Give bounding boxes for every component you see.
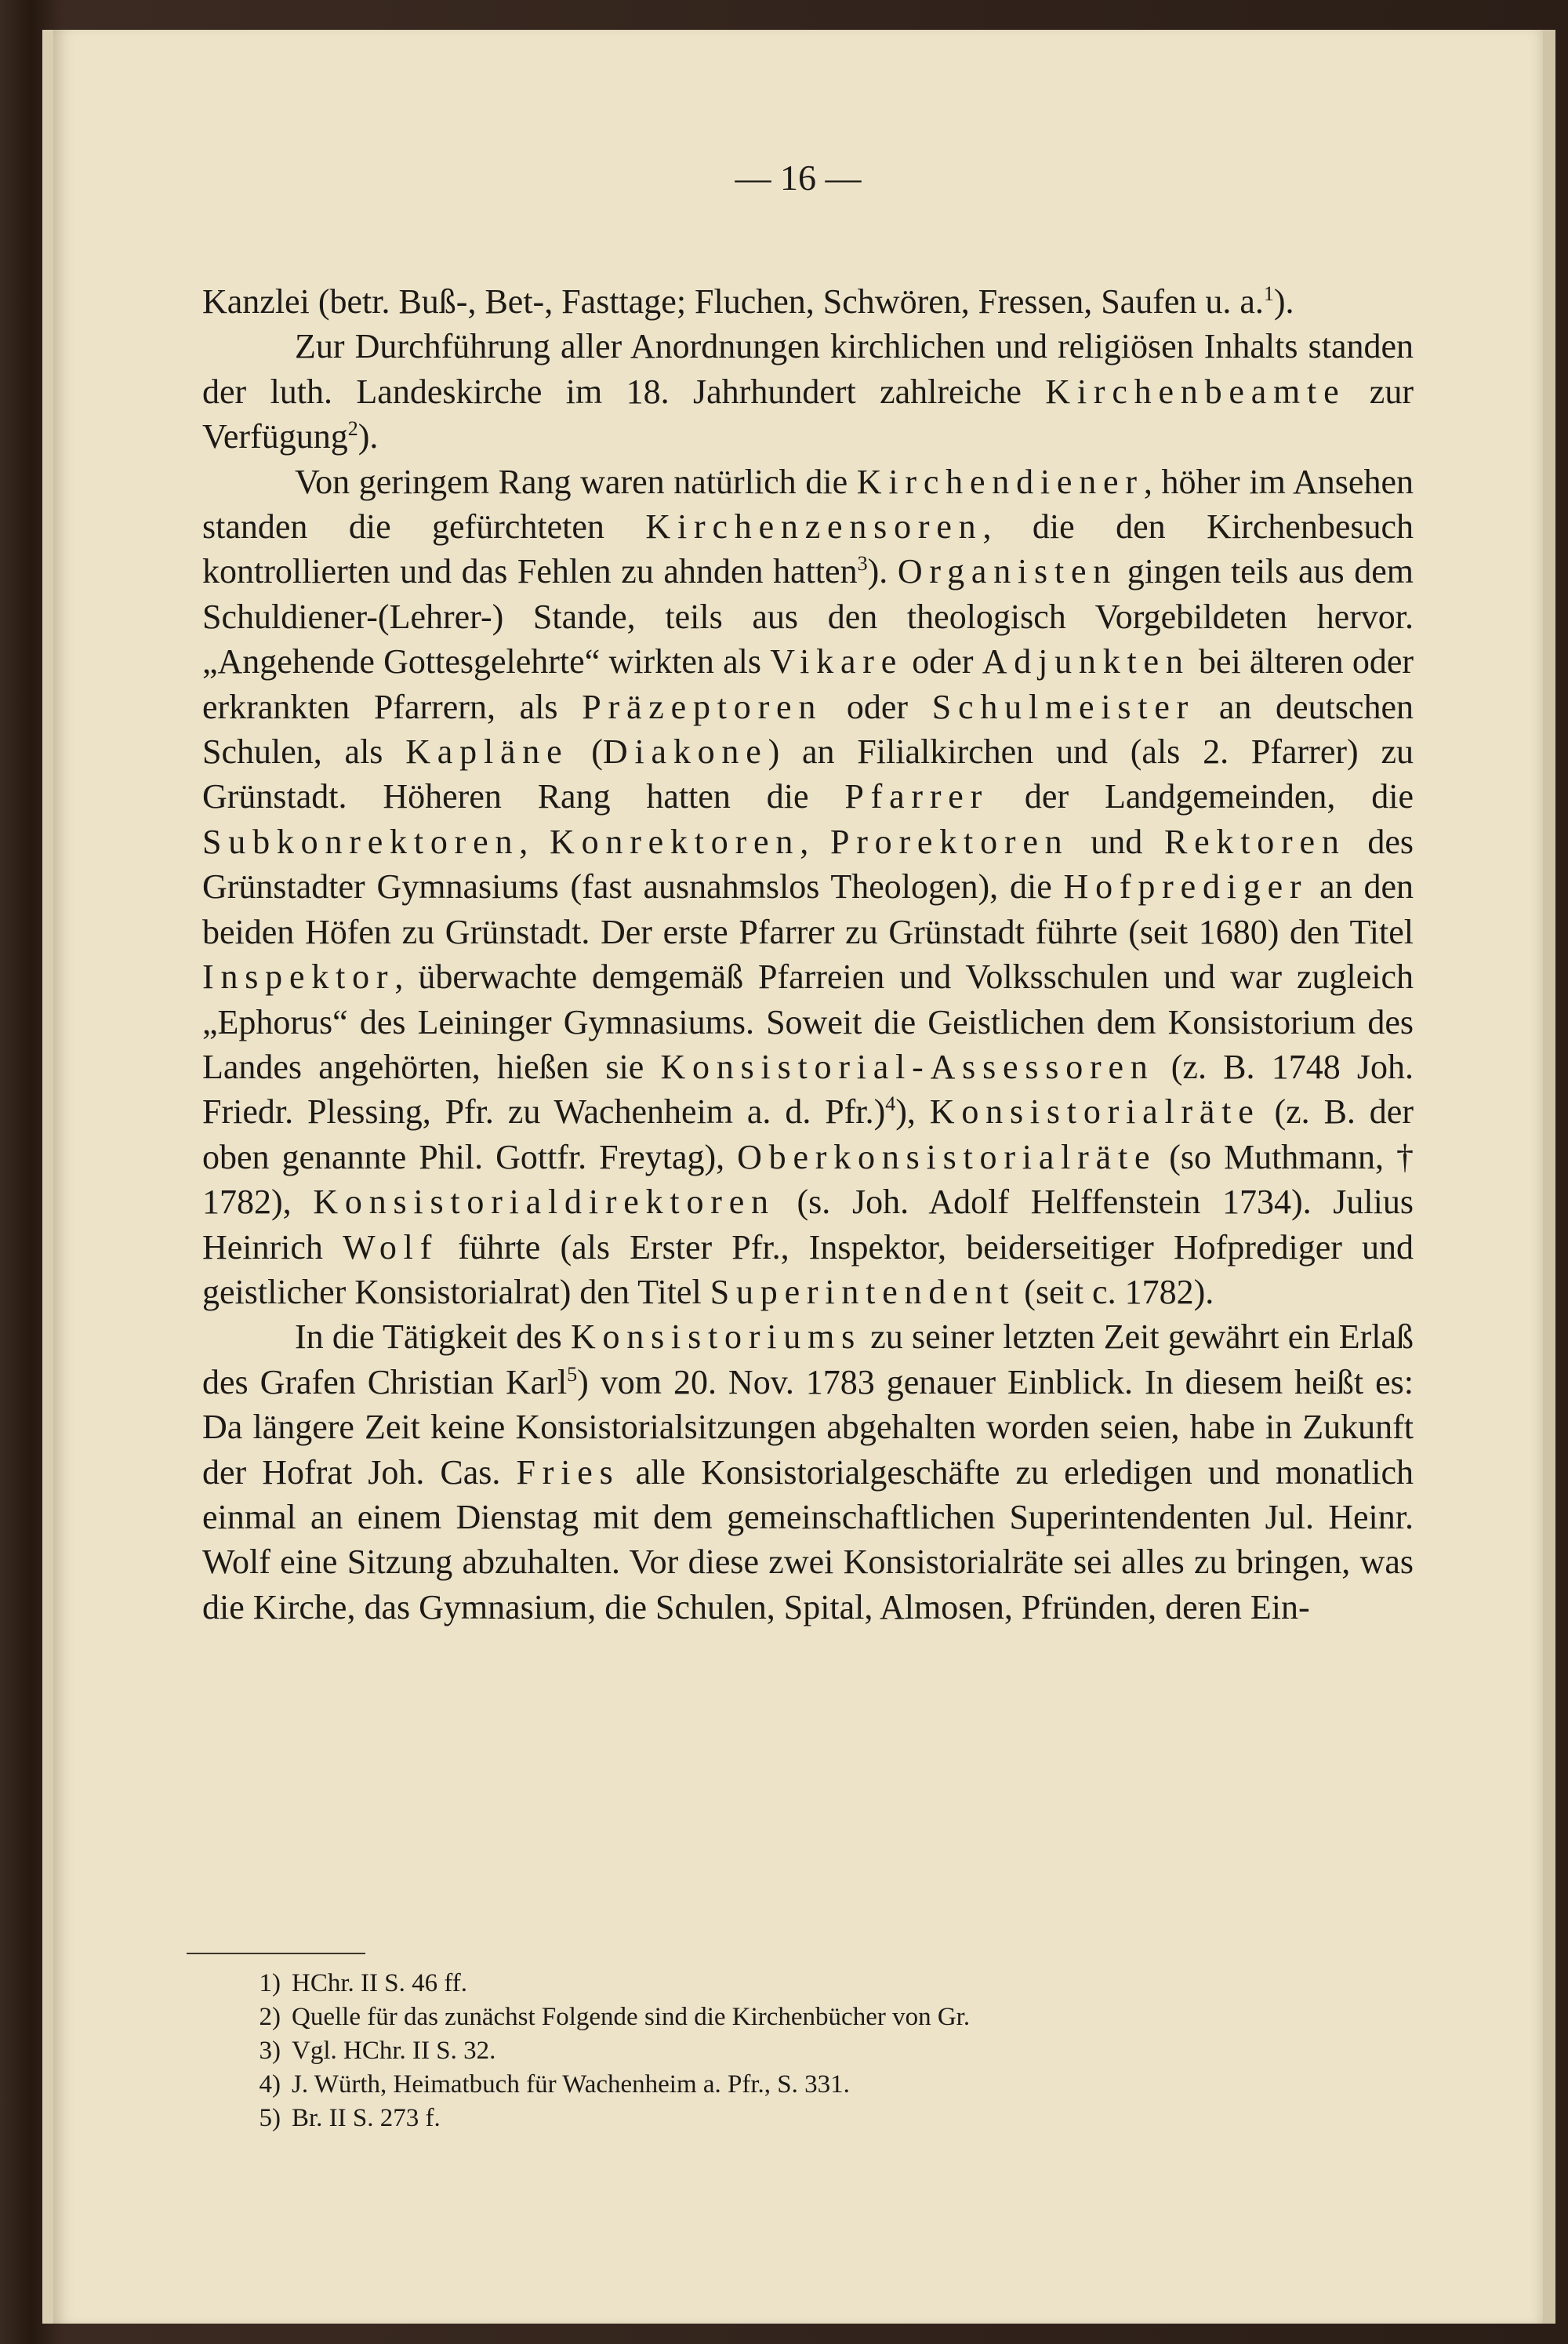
text-run: Von geringem Rang waren natürlich die	[295, 462, 857, 501]
text-run: ,	[800, 822, 830, 861]
paragraph	[202, 1314, 1414, 1630]
footnote-text: Vgl. HChr. II S. 32.	[292, 2037, 496, 2065]
footnote	[259, 2102, 1435, 2135]
footnote-mark: 1)	[259, 1969, 281, 1997]
text-run: ) an Filialkirchen und (als 2. Pfarrer) zu Grünstadt. Höheren Rang hatten die	[202, 732, 1414, 816]
paragraph	[202, 279, 1414, 324]
footnote-mark: 2)	[259, 2003, 281, 2031]
footnote-ref: 1	[1263, 282, 1274, 305]
text-run: an deutschen Schulen, als	[202, 687, 1414, 772]
spaced-term: Adjunkten	[982, 642, 1190, 681]
text-run: (s. Joh. Adolf Helffenstein 1734). Julius Heinrich	[202, 1183, 1414, 1266]
spaced-term: Diakone	[602, 732, 768, 772]
spaced-term: Superintendent	[710, 1272, 1016, 1311]
text-run: an den beiden Höfen zu Grünstadt. Der erste Pfarrer zu Grünstadt führte (seit 1680) den Titel	[202, 867, 1414, 951]
spaced-term: Organisten	[897, 552, 1118, 591]
footnote-ref: 2	[347, 417, 358, 441]
spaced-term: Kapläne	[405, 732, 569, 772]
text-run: (so Muthmann, † 1782),	[202, 1137, 1414, 1222]
footnote	[259, 1967, 1435, 2001]
footnote-mark: 5)	[259, 2104, 281, 2132]
spaced-term: Präzeptoren	[582, 687, 823, 726]
spaced-term: Vikare	[770, 642, 904, 681]
footnote-text: Br. II S. 273 f.	[292, 2104, 441, 2132]
spaced-term: Oberkonsistorialräte	[737, 1137, 1157, 1176]
text-run: (	[568, 732, 603, 772]
text-run: ,	[519, 822, 550, 861]
text-run: ),	[895, 1092, 930, 1132]
spaced-term: Konrektoren	[550, 822, 800, 861]
spaced-term: Hofprediger	[1063, 867, 1308, 907]
text-run: zu seiner letzten Zeit gewährt ein Erlaß des Grafen Christian Karl	[202, 1317, 1414, 1401]
text-run: bei älteren oder erkrankten Pfarrern, als	[202, 642, 1414, 726]
text-run: oder	[903, 642, 982, 681]
text-run: gingen teils aus dem Schuldiener-(Lehrer-) Stande, teils aus den theologisch Vorgebildeten hervor. „Angehende Gottesgelehrte“ wirkten als	[202, 552, 1414, 681]
footnote-ref: 5	[567, 1362, 578, 1386]
spaced-term: Wolf	[343, 1227, 439, 1266]
spaced-term: Pfarrer	[844, 777, 989, 816]
spaced-term: Konsistorialdirektoren	[313, 1183, 775, 1222]
text-run: , höher im Ansehen standen die gefürchteten	[202, 462, 1414, 547]
footnote-text: Quelle für das zunächst Folgende sind die Kirchenbücher von Gr.	[292, 2003, 971, 2031]
footnote	[259, 2001, 1435, 2034]
page-edge-right	[1543, 30, 1555, 2324]
footnote-text: HChr. II S. 46 ff.	[292, 1969, 467, 1997]
text-run: In die Tätigkeit des	[295, 1317, 571, 1357]
spaced-term: Fries	[516, 1452, 620, 1492]
text-run: zur Verfügung	[202, 372, 1414, 456]
spaced-term: Prorektoren	[829, 822, 1069, 861]
text-run: Kanzlei (betr. Buß-, Bet-, Fasttage; Fluchen, Schwören, Fressen, Saufen u. a.	[202, 282, 1264, 321]
spaced-term: Inspektor	[202, 958, 395, 997]
footnote	[259, 2068, 1435, 2102]
text-run: , überwachte demgemäß Pfarreien und Volksschulen und war zugleich „Ephorus“ des Leininger Gymnasiums. Soweit die Geistlichen dem Konsistorium des Landes angehörten, hießen sie	[202, 958, 1414, 1086]
paragraph	[202, 324, 1414, 459]
page-number: — 16 —	[735, 158, 862, 198]
footnote-text: J. Würth, Heimatbuch für Wachenheim a. Pfr., S. 331.	[292, 2070, 850, 2099]
spaced-term: Kirchenbeamte	[1045, 372, 1346, 411]
text-run: ).	[867, 552, 898, 591]
spaced-term: Konsistoriums	[570, 1317, 862, 1357]
text-run: ) vom 20. Nov. 1783 genauer Einblick. In diesem heißt es: Da längere Zeit keine Konsistorialsitzungen abgehalten worden seien, habe in Zukunft der Hofrat Joh. Cas.	[202, 1362, 1414, 1492]
footnote-ref: 4	[885, 1092, 896, 1116]
body-text	[202, 279, 1414, 1630]
paragraph	[202, 460, 1414, 1315]
spaced-term: Konsistorial-Assessoren	[660, 1047, 1155, 1086]
spaced-term: Subkonrektoren	[202, 822, 520, 861]
text-run: ).	[358, 417, 379, 456]
text-run: , die den Kirchenbesuch kontrollierten und das Fehlen zu ahnden hatten	[202, 507, 1414, 591]
spaced-term: Konsistorialräte	[929, 1092, 1261, 1132]
footnote-rule	[187, 1953, 365, 1954]
book-page	[53, 30, 1543, 2324]
text-run: führte (als Erster Pfr., Inspektor, beiderseitiger Hofprediger und geistlicher Konsistorialrat) den Titel	[202, 1227, 1414, 1311]
text-run: alle Konsistorialgeschäfte zu erledigen und monatlich einmal an einem Dienstag mit dem gemeinschaftlichen Superintendenten Jul. Heinr. Wolf eine Sitzung abzuhalten. Vor diese zwei Konsistorialräte sei alles zu bringen, was die Kirche, das Gymnasium, die Schulen, Spital, Almosen, Pfründen, deren Ein-	[202, 1452, 1414, 1626]
spaced-term: Kirchendiener	[856, 462, 1144, 501]
text-run: (z. B. der oben genannte Phil. Gottfr. Freytag),	[202, 1092, 1414, 1176]
page-edge-left	[42, 30, 53, 2324]
footnote	[259, 2034, 1435, 2068]
spaced-term: Rektoren	[1163, 822, 1346, 861]
text-run: Zur Durchführung aller Anordnungen kirchlichen und religiösen Inhalts standen der luth. Landeskirche im 18. Jahrhundert zahlreiche	[202, 327, 1414, 411]
spaced-term: Schulmeister	[931, 687, 1196, 726]
text-run: (seit c. 1782).	[1015, 1272, 1214, 1311]
footnote-mark: 3)	[259, 2037, 281, 2065]
text-run: und	[1069, 822, 1164, 861]
footnote-ref: 3	[857, 552, 868, 576]
text-run: ).	[1273, 282, 1294, 321]
footnote-mark: 4)	[259, 2070, 281, 2099]
text-run: oder	[822, 687, 932, 726]
footnotes	[259, 1967, 1435, 2135]
text-run: des Grünstadter Gymnasiums (fast ausnahmslos Theologen), die	[202, 822, 1414, 907]
text-run: der Landgemeinden, die	[989, 777, 1414, 816]
spaced-term: Kirchenzensoren	[645, 507, 983, 547]
text-run: (z. B. 1748 Joh. Friedr. Plessing, Pfr. zu Wachenheim a. d. Pfr.)	[202, 1047, 1414, 1132]
